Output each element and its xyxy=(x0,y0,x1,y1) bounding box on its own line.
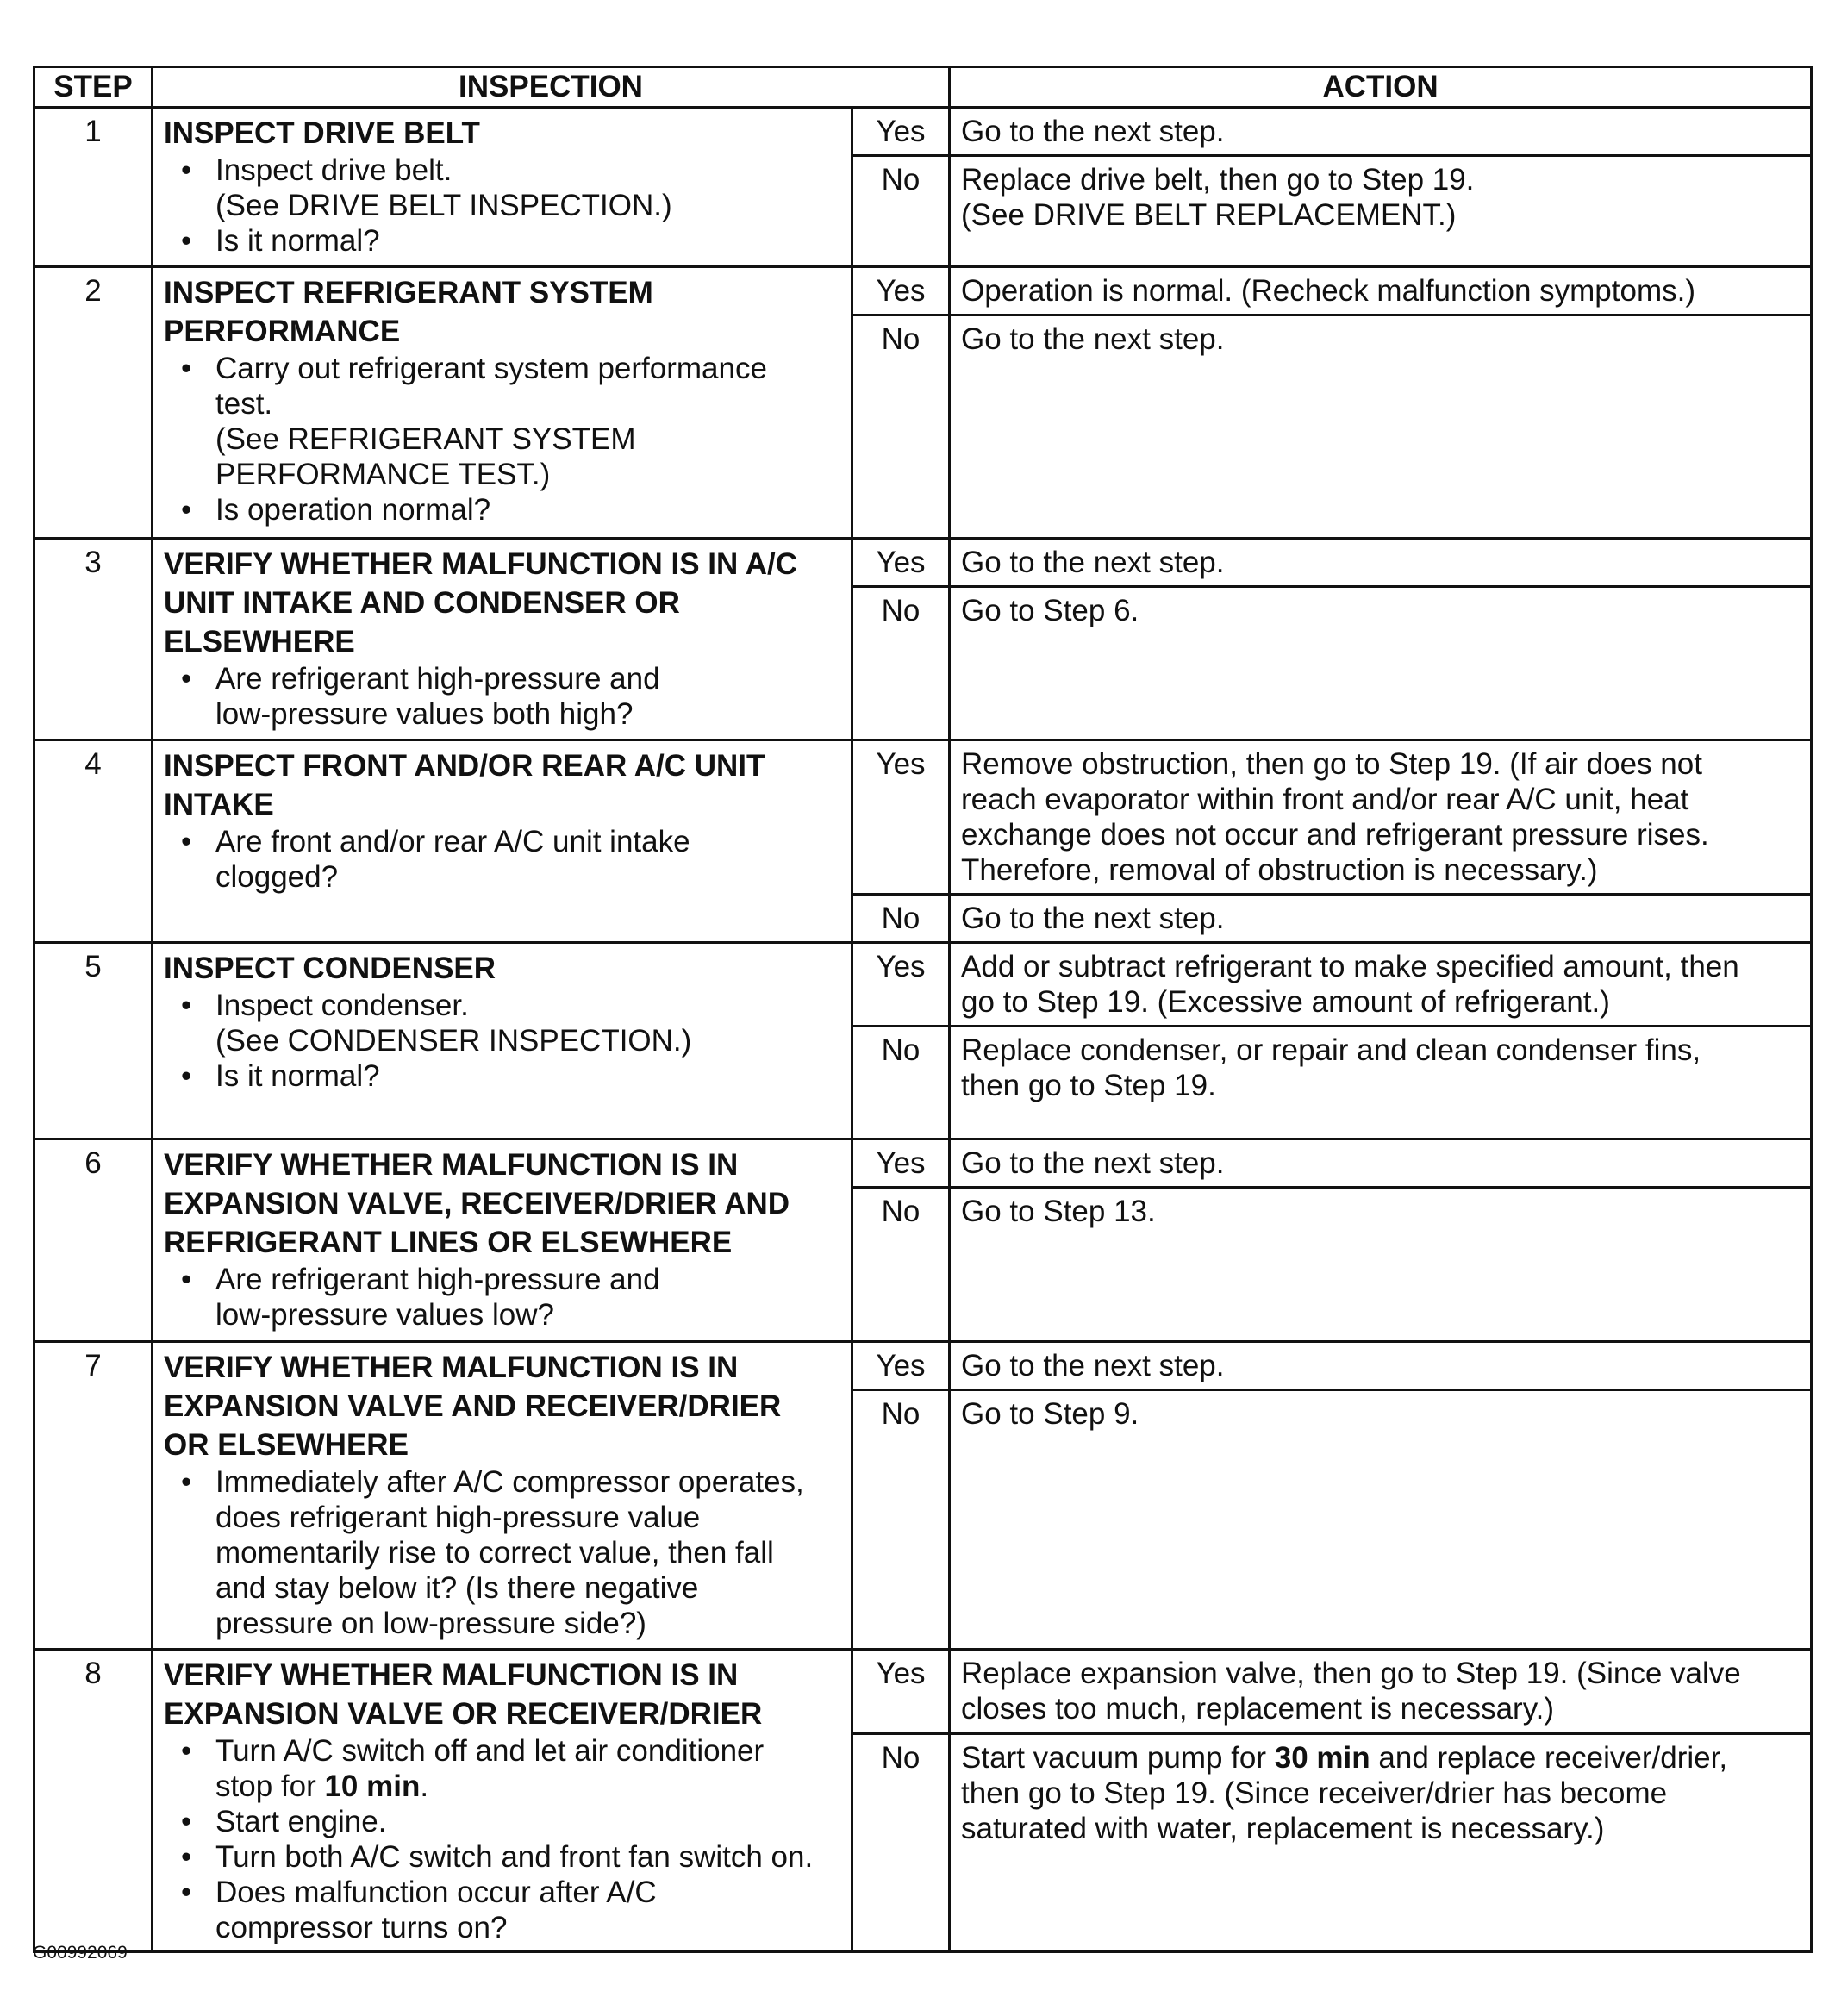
inspection-bullet: • Are refrigerant high-pressure and low-pressure values both high? xyxy=(169,661,842,732)
step-number: 5 xyxy=(34,943,153,1139)
no-label: No xyxy=(852,1390,950,1650)
no-action: Go to the next step. xyxy=(950,895,1812,943)
yes-label: Yes xyxy=(852,108,950,156)
yes-action: Remove obstruction, then go to Step 19. (If air does not reach evaporator within front and/or rear A/C unit, heat exchange does not occur and refrigerant pressure rises. Therefore, removal of obstruction is necessary.) xyxy=(950,740,1812,895)
inspection-bullets xyxy=(164,1733,842,1945)
header-action: ACTION xyxy=(950,67,1812,108)
yes-action: Go to the next step. xyxy=(950,1342,1812,1390)
no-action: Replace condenser, or repair and clean condenser fins, then go to Step 19. xyxy=(950,1027,1812,1139)
no-action: Go to Step 6. xyxy=(950,587,1812,740)
diagnostic-table xyxy=(33,66,1813,1953)
inspection-cell xyxy=(153,1650,852,1952)
emphasis-text: 10 min xyxy=(324,1769,421,1803)
inspection-bullet: • Are refrigerant high-pressure and low-pressure values low? xyxy=(169,1262,842,1333)
yes-action: Replace expansion valve, then go to Step 19. (Since valve closes too much, replacement is necessary.) xyxy=(950,1650,1812,1734)
inspection-cell xyxy=(153,740,852,943)
inspection-cell xyxy=(153,108,852,267)
step-number: 1 xyxy=(34,108,153,267)
inspection-bullets xyxy=(164,153,842,259)
step-number: 8 xyxy=(34,1650,153,1952)
inspection-title: VERIFY WHETHER MALFUNCTION IS IN A/C UNIT INTAKE AND CONDENSER OR ELSEWHERE xyxy=(164,547,797,658)
inspection-title: VERIFY WHETHER MALFUNCTION IS IN EXPANSION VALVE, RECEIVER/DRIER AND REFRIGERANT LINES OR ELSEWHERE xyxy=(164,1148,790,1259)
inspection-cell xyxy=(153,267,852,539)
step-row xyxy=(34,1650,1812,1734)
step-row xyxy=(34,1139,1812,1188)
no-label: No xyxy=(852,1188,950,1342)
yes-action: Operation is normal. (Recheck malfunction symptoms.) xyxy=(950,267,1812,315)
step-row xyxy=(34,740,1812,895)
step-row xyxy=(34,267,1812,315)
inspection-title: INSPECT CONDENSER xyxy=(164,952,496,985)
no-action: Go to Step 9. xyxy=(950,1390,1812,1650)
yes-action: Go to the next step. xyxy=(950,539,1812,587)
inspection-bullet: • Turn A/C switch off and let air conditioner stop for 10 min. xyxy=(169,1733,842,1804)
inspection-bullet: • Is it normal? xyxy=(169,223,842,259)
inspection-cell xyxy=(153,1342,852,1650)
inspection-cell xyxy=(153,539,852,740)
inspection-bullet: • Inspect drive belt. (See DRIVE BELT INSPECTION.) xyxy=(169,153,842,223)
inspection-bullets xyxy=(164,351,842,527)
inspection-bullet: • Start engine. xyxy=(169,1804,842,1839)
inspection-bullet: • Are front and/or rear A/C unit intake clogged? xyxy=(169,824,842,895)
step-number: 3 xyxy=(34,539,153,740)
no-label: No xyxy=(852,1733,950,1951)
inspection-bullets xyxy=(164,1262,842,1333)
yes-label: Yes xyxy=(852,740,950,895)
inspection-bullets xyxy=(164,1464,842,1641)
header-step: STEP xyxy=(34,67,153,108)
table-body xyxy=(34,108,1812,1952)
step-row xyxy=(34,943,1812,1027)
step-row xyxy=(34,1342,1812,1390)
yes-action: Go to the next step. xyxy=(950,108,1812,156)
step-number: 4 xyxy=(34,740,153,943)
step-row xyxy=(34,108,1812,156)
step-number: 2 xyxy=(34,267,153,539)
yes-label: Yes xyxy=(852,943,950,1027)
yes-action: Go to the next step. xyxy=(950,1139,1812,1188)
no-label: No xyxy=(852,1027,950,1139)
header-inspection: INSPECTION xyxy=(153,67,950,108)
no-action: Go to Step 13. xyxy=(950,1188,1812,1342)
inspection-bullet: • Immediately after A/C compressor operates, does refrigerant high-pressure value momentarily rise to correct value, then fall and stay below it? (Is there negative pressure on low-pressure side?) xyxy=(169,1464,842,1641)
yes-label: Yes xyxy=(852,1650,950,1734)
yes-label: Yes xyxy=(852,1342,950,1390)
inspection-title: INSPECT FRONT AND/OR REAR A/C UNIT INTAKE xyxy=(164,749,765,821)
inspection-bullet: • Carry out refrigerant system performance test. (See REFRIGERANT SYSTEM PERFORMANCE TEST.) xyxy=(169,351,842,492)
emphasis-text: 30 min xyxy=(1274,1740,1370,1775)
inspection-bullets xyxy=(164,988,842,1094)
step-number: 6 xyxy=(34,1139,153,1342)
table-header-row xyxy=(34,67,1812,108)
no-action: Replace drive belt, then go to Step 19. (See DRIVE BELT REPLACEMENT.) xyxy=(950,156,1812,267)
yes-label: Yes xyxy=(852,267,950,315)
inspection-bullet: • Turn both A/C switch and front fan switch on. xyxy=(169,1839,842,1875)
inspection-bullet: • Does malfunction occur after A/C compressor turns on? xyxy=(169,1875,842,1945)
step-number: 7 xyxy=(34,1342,153,1650)
inspection-bullet: • Is it normal? xyxy=(169,1058,842,1094)
no-label: No xyxy=(852,587,950,740)
no-label: No xyxy=(852,156,950,267)
no-action: Go to the next step. xyxy=(950,315,1812,539)
no-label: No xyxy=(852,315,950,539)
inspection-bullets xyxy=(164,824,842,895)
inspection-title: INSPECT DRIVE BELT xyxy=(164,116,480,150)
yes-label: Yes xyxy=(852,1139,950,1188)
yes-action: Add or subtract refrigerant to make specified amount, then go to Step 19. (Excessive amount of refrigerant.) xyxy=(950,943,1812,1027)
no-action: Start vacuum pump for 30 min and replace receiver/drier, then go to Step 19. (Since receiver/drier has become saturated with water, replacement is necessary.) xyxy=(950,1733,1812,1951)
no-label: No xyxy=(852,895,950,943)
inspection-title: VERIFY WHETHER MALFUNCTION IS IN EXPANSION VALVE AND RECEIVER/DRIER OR ELSEWHERE xyxy=(164,1351,782,1462)
inspection-bullet: • Is operation normal? xyxy=(169,492,842,527)
figure-code: G00992069 xyxy=(33,1943,128,1963)
inspection-cell xyxy=(153,1139,852,1342)
step-row xyxy=(34,539,1812,587)
inspection-title: INSPECT REFRIGERANT SYSTEM PERFORMANCE xyxy=(164,276,653,348)
inspection-bullets xyxy=(164,661,842,732)
inspection-bullet: • Inspect condenser. (See CONDENSER INSPECTION.) xyxy=(169,988,842,1058)
inspection-title: VERIFY WHETHER MALFUNCTION IS IN EXPANSION VALVE OR RECEIVER/DRIER xyxy=(164,1658,763,1731)
inspection-cell xyxy=(153,943,852,1139)
yes-label: Yes xyxy=(852,539,950,587)
